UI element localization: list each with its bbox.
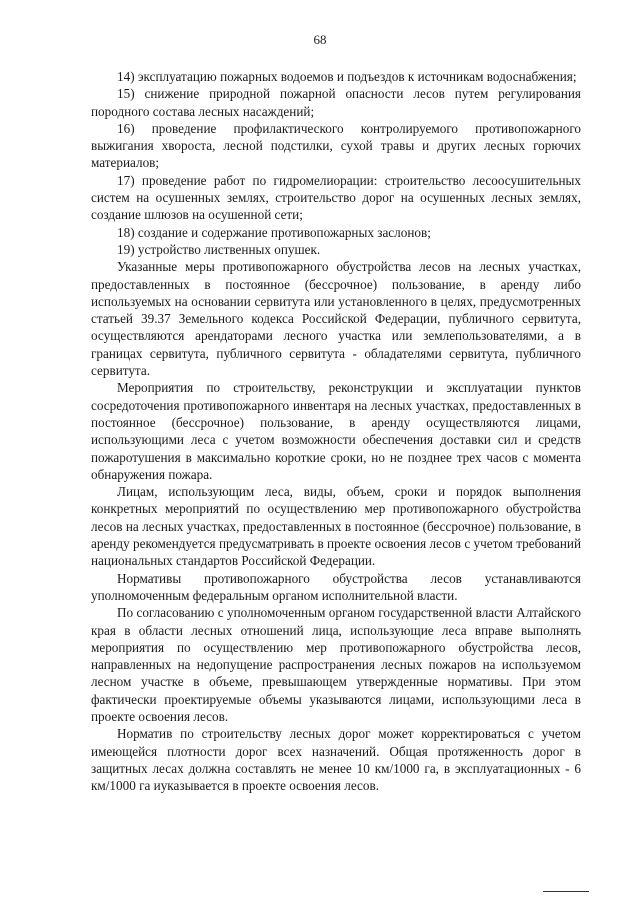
list-item-16: 16) проведение профилактического контролируемого противопожарного выжигания хвороста, лесной подстилки, сухой травы и других лесных горючих материалов; bbox=[91, 120, 581, 171]
document-body bbox=[91, 68, 581, 794]
list-item-17: 17) проведение работ по гидромелиорации: строительство лесоосушительных систем на осушенных землях, строительство дорог на осушенных лесных землях, создание шлюзов на осушенной сети; bbox=[91, 172, 581, 223]
page-number: 68 bbox=[313, 32, 327, 47]
paragraph-agreement: По согласованию с уполномоченным органом государственной власти Алтайского края в области лесных отношений лица, использующие леса вправе выполнять мероприятия по осуществлению мер противопожарного обустройства лесов, направленных на недопущение распространения лесных пожаров на используемом лесном участке в объеме, превышающем утвержденные нормативы. При этом фактически проектируемые объемы указываются лицами, использующими леса в проекте освоения лесов. bbox=[91, 605, 581, 724]
paragraph-road-norm: Норматив по строительству лесных дорог может корректироваться с учетом имеющейся плотности дорог всех назначений. Общая протяженность дорог в защитных лесах должна составлять не менее 10 км/1000 га, в эксплуатационных - 6 км/1000 га иуказывается в проекте освоения лесов. bbox=[91, 726, 581, 794]
paragraph-forest-users: Лицам, использующим леса, виды, объем, сроки и порядок выполнения конкретных мероприятий по осуществлению мер противопожарного обустройства лесов на лесных участках, предоставленных в постоянное (бессрочное) пользование, в аренду рекомендуется предусматривать в проекте освоения лесов с учетом требований национальных стандартов Российской Федерации. bbox=[91, 484, 581, 569]
paragraph-measures: Указанные меры противопожарного обустройства лесов на лесных участках, предоставленных в постоянное (бессрочное) пользование, в аренду либо используемых на основании сервитута или установленного в целях, предусмотренных статьей 39.37 Земельного кодекса Российской Федерации, публичного сервитута, осуществляются арендаторами лесного участка или землепользователями, а в границах сервитута, публичного сервитута - обладателями сервитута, публичного сервитута. bbox=[91, 259, 581, 379]
footer-divider bbox=[543, 891, 589, 892]
paragraph-equipment-points: Мероприятия по строительству, реконструкции и эксплуатации пунктов сосредоточения противопожарного инвентаря на лесных участках, предоставленных в постоянное (бессрочное) пользование, в аренду осуществляются лицами, использующими леса с учетом возможности обеспечения доставки сил и средств пожаротушения в максимально короткие сроки, но не позднее трех часов с момента обнаружения пожара. bbox=[91, 380, 581, 482]
paragraph-norms: Нормативы противопожарного обустройства лесов устанавливаются уполномоченным федеральным органом исполнительной власти. bbox=[91, 570, 581, 603]
list-item-14: 14) эксплуатацию пожарных водоемов и подъездов к источникам водоснабжения; bbox=[117, 69, 577, 84]
list-item-15: 15) снижение природной пожарной опасности лесов путем регулирования породного состава лесных насаждений; bbox=[91, 86, 581, 119]
list-item-19: 19) устройство лиственных опушек. bbox=[117, 241, 321, 257]
list-item-18: 18) создание и содержание противопожарных заслонов; bbox=[117, 224, 431, 240]
